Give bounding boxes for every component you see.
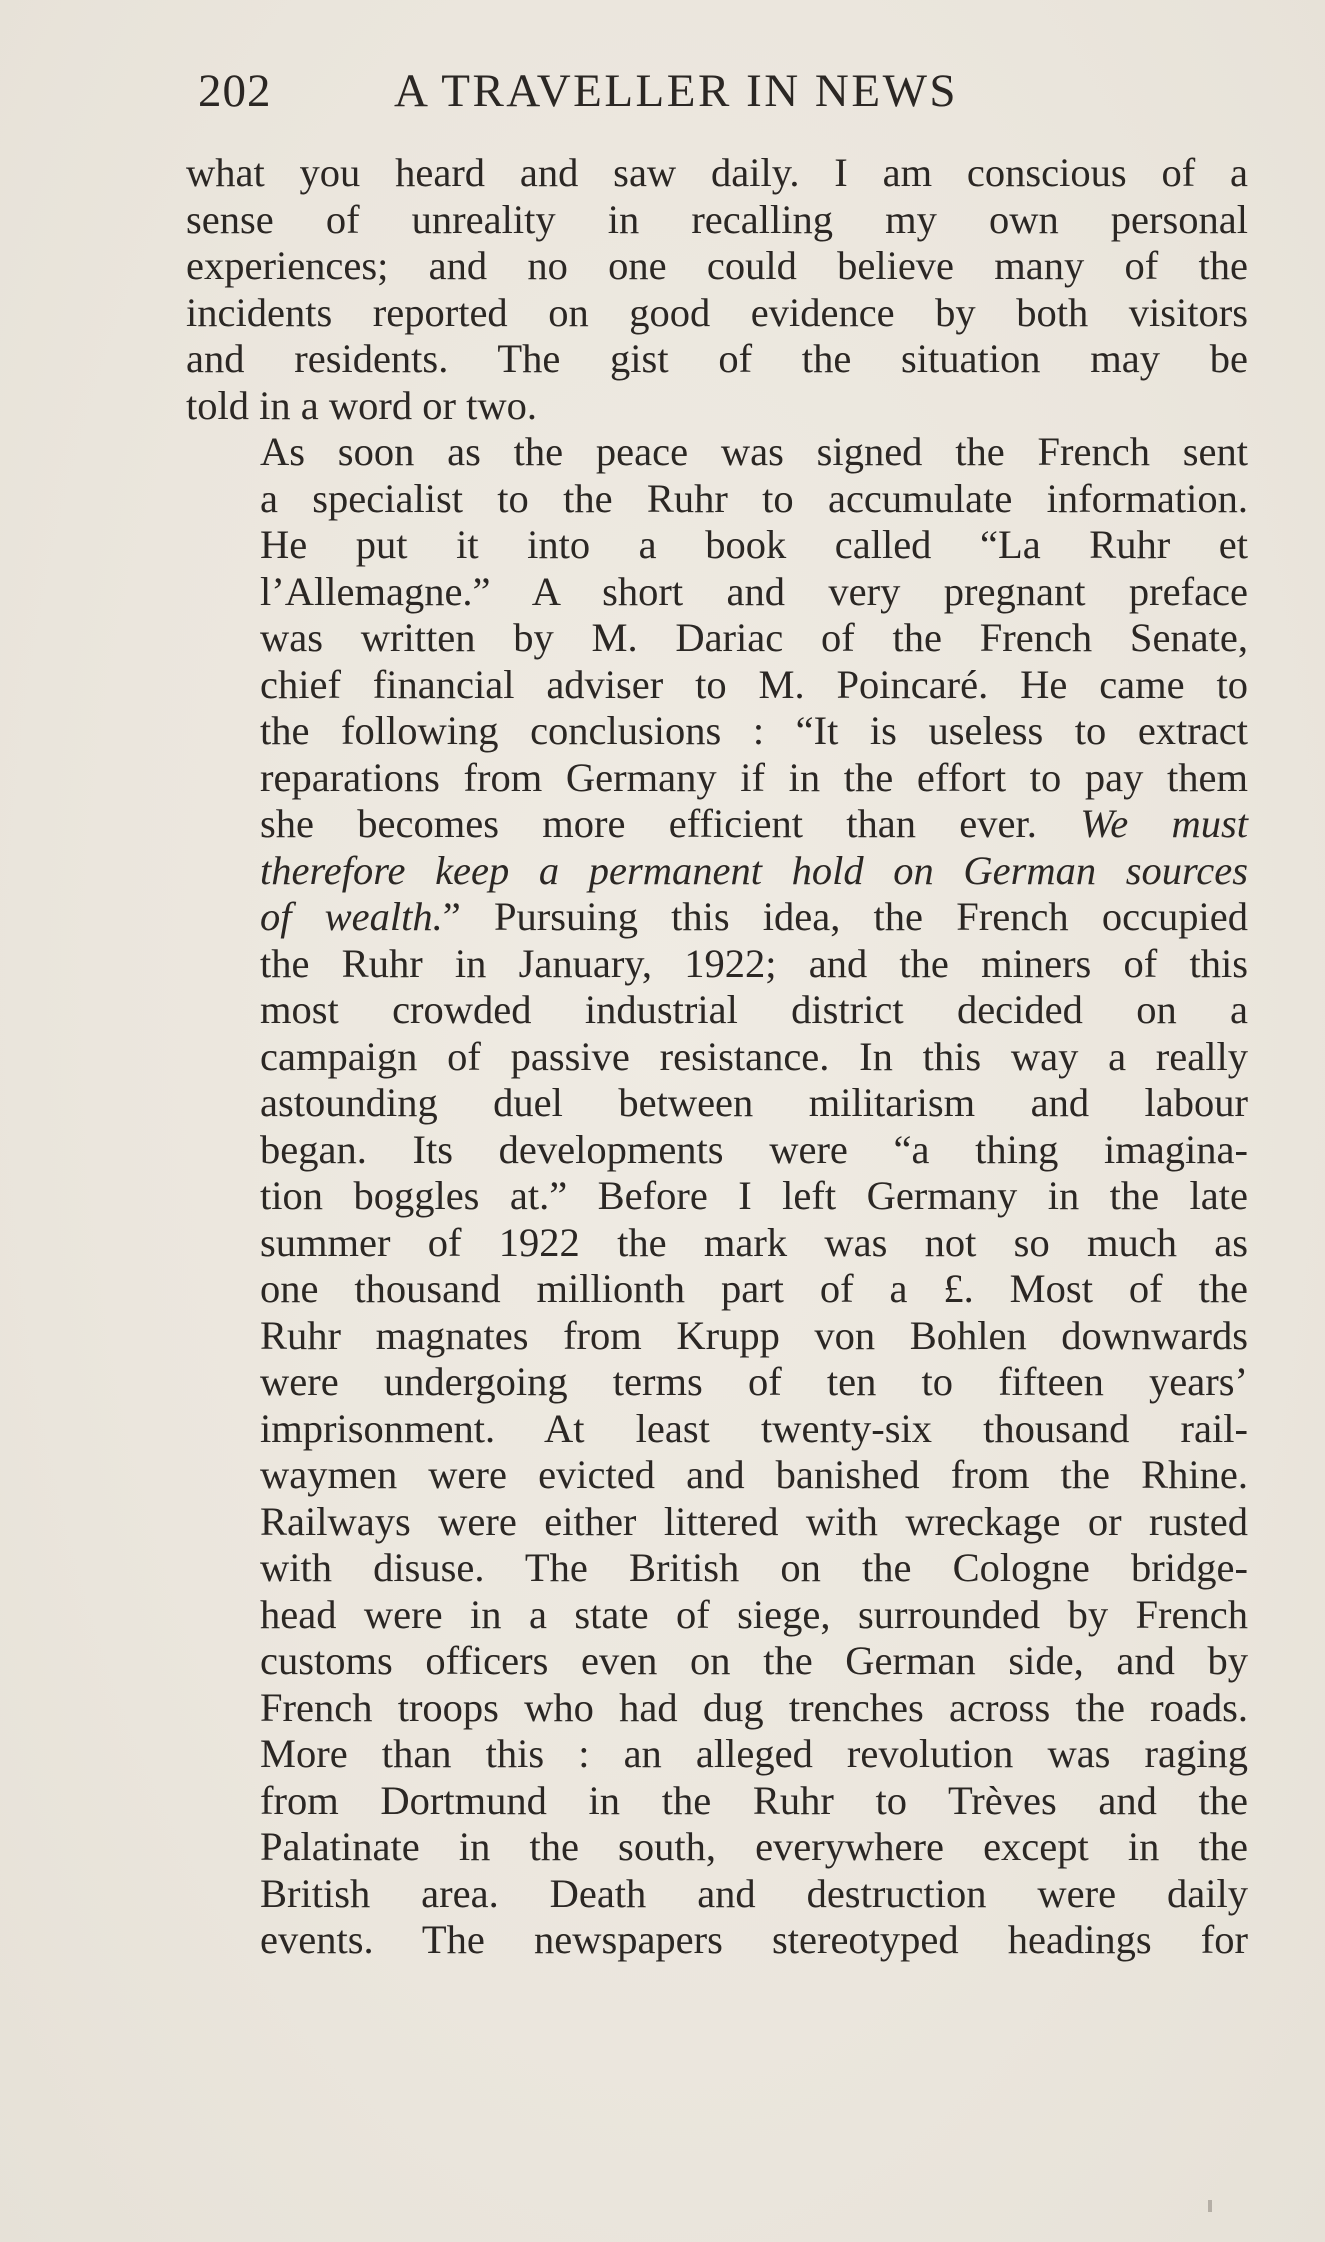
text-line: Ruhr magnates from Krupp von Bohlen downwards (260, 1312, 1248, 1358)
paragraph-2 (186, 429, 1248, 1964)
text-line: waymen were evicted and banished from the Rhine. (260, 1452, 1248, 1497)
text-line: incidents reported on good evidence by both visitors (186, 289, 1248, 335)
text-line: campaign of passive resistance. In this way a really (260, 1033, 1248, 1079)
text-line: reparations from Germany if in the effort to pay them (260, 754, 1248, 800)
text-line: and residents. The gist of the situation may be (186, 336, 1248, 381)
text-line: most crowded industrial district decided on a (260, 987, 1248, 1032)
text-line: head were in a state of siege, surrounded by French (260, 1591, 1248, 1637)
text-line: l’Allemagne.” A short and very pregnant preface (260, 568, 1248, 614)
text-line: imprisonment. At least twenty-six thousand rail- (260, 1405, 1248, 1451)
paragraph-1 (186, 150, 1248, 429)
text-line: one thousand millionth part of a £. Most of the (260, 1266, 1248, 1311)
text-line: sense of unreality in recalling my own personal (186, 196, 1248, 242)
text-line: He put it into a book called “La Ruhr et (260, 522, 1248, 567)
running-title: A TRAVELLER IN NEWS (394, 65, 959, 117)
text-line: began. Its developments were “a thing imagina- (260, 1126, 1248, 1172)
text-line: tion boggles at.” Before I left Germany in the late (260, 1173, 1248, 1218)
text-line-with-italic (186, 894, 1248, 941)
text-segment: ” Pursuing this idea, the French occupied (442, 894, 1249, 939)
text-line: Palatinate in the south, everywhere except in the (260, 1824, 1248, 1869)
text-line: More than this : an alleged revolution was raging (260, 1731, 1248, 1776)
body-text (186, 150, 1248, 1964)
text-segment: she becomes more efficient than ever. (260, 801, 1037, 846)
text-line: a specialist to the Ruhr to accumulate information. (260, 475, 1248, 521)
text-line: Railways were either littered with wreckage or rusted (260, 1498, 1248, 1544)
text-line-with-italic (186, 801, 1248, 848)
text-line: As soon as the peace was signed the French sent (260, 429, 1248, 474)
paper-speck (1208, 2200, 1212, 2212)
text-line: told in a word or two. (186, 382, 537, 428)
running-head (198, 64, 1078, 124)
italic-segment: We must (1080, 801, 1248, 846)
text-line: customs officers even on the German side, and by (260, 1638, 1248, 1683)
italic-segment: of wealth. (260, 894, 443, 939)
text-line: events. The newspapers stereotyped headings for (260, 1917, 1248, 1962)
text-line: chief financial adviser to M. Poincaré. He came to (260, 661, 1248, 707)
text-line: was written by M. Dariac of the French Senate, (260, 615, 1248, 660)
text-line: with disuse. The British on the Cologne bridge- (260, 1545, 1248, 1590)
text-line: French troops who had dug trenches across the roads. (260, 1684, 1248, 1730)
page-number: 202 (198, 65, 272, 117)
text-line: British area. Death and destruction were daily (260, 1870, 1248, 1916)
text-line: the following conclusions : “It is useless to extract (260, 708, 1248, 753)
italic-text-line: therefore keep a permanent hold on German sources (260, 847, 1248, 893)
text-line: astounding duel between militarism and labour (260, 1080, 1248, 1125)
text-line: the Ruhr in January, 1922; and the miners of this (260, 940, 1248, 986)
text-line: experiences; and no one could believe many of the (186, 243, 1248, 288)
text-line: summer of 1922 the mark was not so much as (260, 1219, 1248, 1265)
text-line: were undergoing terms of ten to fifteen years’ (260, 1359, 1248, 1404)
text-line: from Dortmund in the Ruhr to Trèves and the (260, 1777, 1248, 1823)
text-line: what you heard and saw daily. I am conscious of a (186, 150, 1248, 195)
